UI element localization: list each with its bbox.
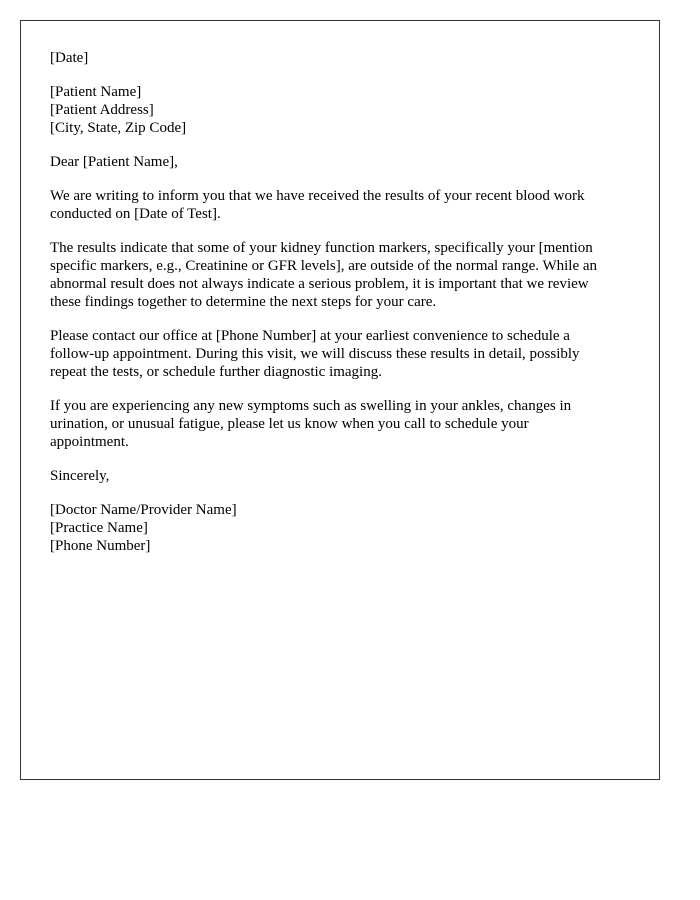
recipient-city-state-zip: [City, State, Zip Code] — [50, 120, 187, 136]
signature-block — [50, 501, 640, 555]
paragraph-kidney-markers — [50, 239, 640, 311]
recipient-address: [Patient Address] — [50, 102, 154, 118]
signature-practice: [Practice Name] — [50, 520, 148, 536]
recipient-name: [Patient Name] — [50, 84, 142, 100]
paragraph-line: appointment. — [50, 434, 129, 450]
closing-line: Sincerely, — [50, 468, 110, 484]
letter-date — [50, 49, 640, 67]
paragraph-line: these findings together to determine the next steps for your care. — [50, 294, 437, 310]
signature-provider: [Doctor Name/Provider Name] — [50, 502, 237, 518]
letter-body — [50, 49, 640, 571]
recipient-block — [50, 83, 640, 137]
paragraph-results-received — [50, 187, 640, 223]
paragraph-line: We are writing to inform you that we have received the results of your recent blood work — [50, 188, 585, 204]
paragraph-line: Please contact our office at [Phone Number] at your earliest convenience to schedule a — [50, 328, 570, 344]
paragraph-line: repeat the tests, or schedule further diagnostic imaging. — [50, 364, 382, 380]
salutation — [50, 153, 640, 171]
letter-frame — [20, 20, 660, 780]
paragraph-line: urination, or unusual fatigue, please let us know when you call to schedule your — [50, 416, 529, 432]
paragraph-line: conducted on [Date of Test]. — [50, 206, 221, 222]
paragraph-symptoms — [50, 397, 640, 451]
signature-phone: [Phone Number] — [50, 538, 151, 554]
paragraph-line: If you are experiencing any new symptoms such as swelling in your ankles, changes in — [50, 398, 572, 414]
paragraph-line: The results indicate that some of your kidney function markers, specifically your [mention — [50, 240, 593, 256]
paragraph-line: follow-up appointment. During this visit, we will discuss these results in detail, possibly — [50, 346, 580, 362]
closing — [50, 467, 640, 485]
date-line: [Date] — [50, 50, 89, 66]
paragraph-line: abnormal result does not always indicate a serious problem, it is important that we review — [50, 276, 589, 292]
paragraph-line: specific markers, e.g., Creatinine or GFR levels], are outside of the normal range. While an — [50, 258, 598, 274]
salutation-line: Dear [Patient Name], — [50, 154, 178, 170]
paragraph-contact-office — [50, 327, 640, 381]
